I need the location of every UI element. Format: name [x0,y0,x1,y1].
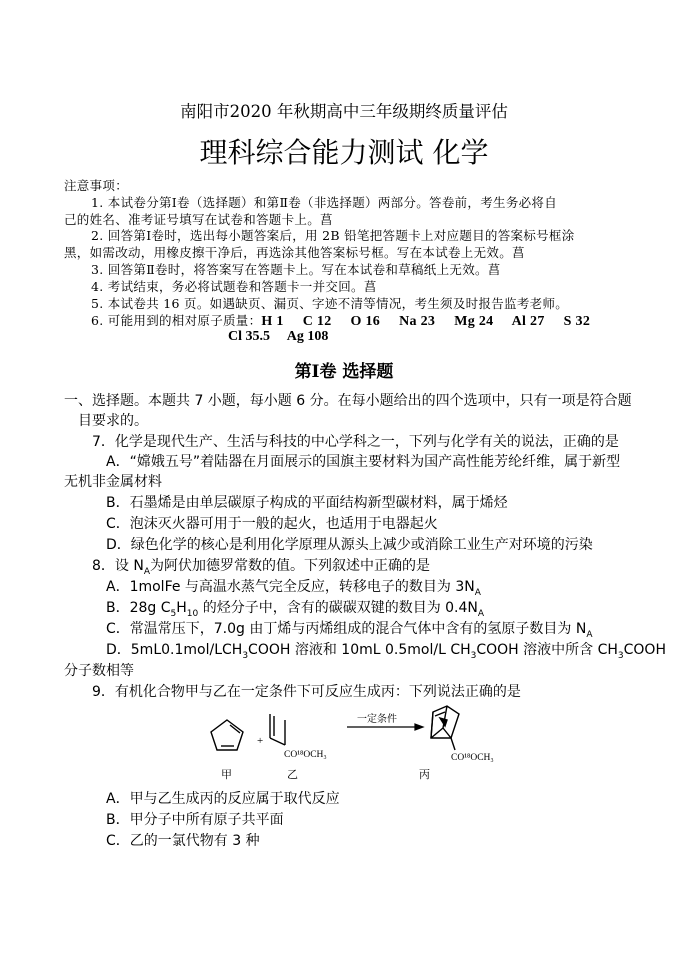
question-8-stem: 8．设 $N_A$为阿伏加德罗常数的值。下列叙述中正确的是 [92,558,431,577]
question-9-option-b: B．甲分子中所有原子共平面 [106,812,284,828]
section-intro-cont: 目要求的。 [78,413,148,429]
watermark-glyph: 菖 [363,279,377,294]
note-line: 6. 可能用到的相对原子质量：H 1 C 12 O 16 Na 23 Mg 24 Al 27 S 32 [91,313,591,329]
notes-heading: 注意事项： [64,178,129,193]
question-7-option-c: C．泡沫灭火器可用于一般的起火，也适用于电器起火 [106,516,438,532]
question-8-option-a: A．1molFe 与高温水蒸气完全反应，转移电子的数目为 $3N_A$ [106,579,481,598]
note-line: 5. 本试卷共 16 页。如遇缺页、漏页、字迹不清等情况，考生须及时报告监考老师。 [91,296,569,311]
watermark-glyph: 菖 [512,245,525,260]
subject-title: 理科综合能力测试 化学 [199,136,489,169]
ester-group-b: CO¹⁸OCH₃ [284,750,327,760]
label-jia: 甲 [221,769,232,780]
watermark-glyph: 菖 [320,212,333,227]
volume-title: 第Ⅰ卷 选择题 [294,362,394,382]
note-line: 4. 考试结束，务必将试题卷和答题卡一并交回。菖 [91,279,377,294]
plus-sign: + [257,735,264,747]
question-7-option-d: D．绿色化学的核心是利用化学原理从源头上减少或消除工业生产对环境的污染 [106,537,593,553]
cyclopentadiene-structure [211,720,243,750]
question-8-option-c: C．常温常压下，7.0g 由丁烯与丙烯组成的混合气体中含有的氢原子数目为 $N_A$ [106,621,593,640]
note-line: 己的姓名、准考证号填写在试卷和答题卡上。菖 [64,212,333,227]
atomic-masses: H 1 C 12 O 16 Na 23 Mg 24 Al 27 S 32 [261,314,591,329]
question-9-stem: 9．有机化合物甲与乙在一定条件下可反应生成丙：下列说法正确的是 [92,684,521,700]
reaction-condition: 一定条件 [357,714,397,725]
norbornene-structure [431,706,459,750]
methyl-acrylate-structure [270,714,285,745]
note-line: 1. 本试卷分第Ⅰ卷（选择题）和第Ⅱ卷（非选择题）两部分。答卷前，考生务必将自 [91,195,558,210]
reaction-scheme [195,700,525,780]
question-9-option-a: A．甲与乙生成丙的反应属于取代反应 [106,791,340,807]
question-7-option-a-cont: 无机非金属材料 [64,474,162,490]
watermark-glyph: 菖 [487,262,501,277]
question-8-option-d-cont: 分子数相等 [64,663,134,679]
question-8-option-b: B．28g $C_5H_{10}$ 的烃分子中，含有的碳碳双键的数目为 $0.4N_A$ [106,600,485,619]
question-7-option-a: A．“嫦娥五号”着陆器在月面展示的国旗主要材料为国产高性能芳纶纤维，属于新型 [106,454,621,470]
question-9-option-c: C．乙的一氯代物有 3 种 [106,833,260,849]
section-intro: 一、选择题。本题共 7 小题，每小题 6 分。在每小题给出的四个选项中，只有一项是符合题 [64,393,632,409]
reaction-diagram [195,700,525,780]
ester-group-c: CO¹⁸OCH₃ [451,753,494,763]
note-line: 3. 回答第Ⅱ卷时，将答案写在答题卡上。写在本试卷和草稿纸上无效。菖 [91,262,501,277]
question-7-option-b: B．石墨烯是由单层碳原子构成的平面结构新型碳材料，属于烯烃 [106,495,508,511]
label-yi: 乙 [287,769,298,780]
note-line: 2. 回答第Ⅰ卷时，选出每小题答案后，用 2B 铅笔把答题卡上对应题目的答案标号框涂 [91,228,575,243]
label-bing: 丙 [419,769,430,780]
note-line: 黑，如需改动，用橡皮擦干净后，再选涂其他答案标号框。写在本试卷上无效。菖 [64,245,525,260]
question-8-option-d: D．$5mL0.1mol/LCH_3COOH$ 溶液和 10mL 0.5mol/L $CH_3COOH$ 溶液中所含 $CH_3COOH$ [106,642,666,661]
atomic-masses-cont: Cl 35.5 Ag 108 [228,329,329,344]
question-7-stem: 7．化学是现代生产、生活与科技的中心学科之一，下列与化学有关的说法，正确的是 [92,434,619,450]
exam-title: 南阳市2020 年秋期高中三年级期终质量评估 [180,102,508,121]
